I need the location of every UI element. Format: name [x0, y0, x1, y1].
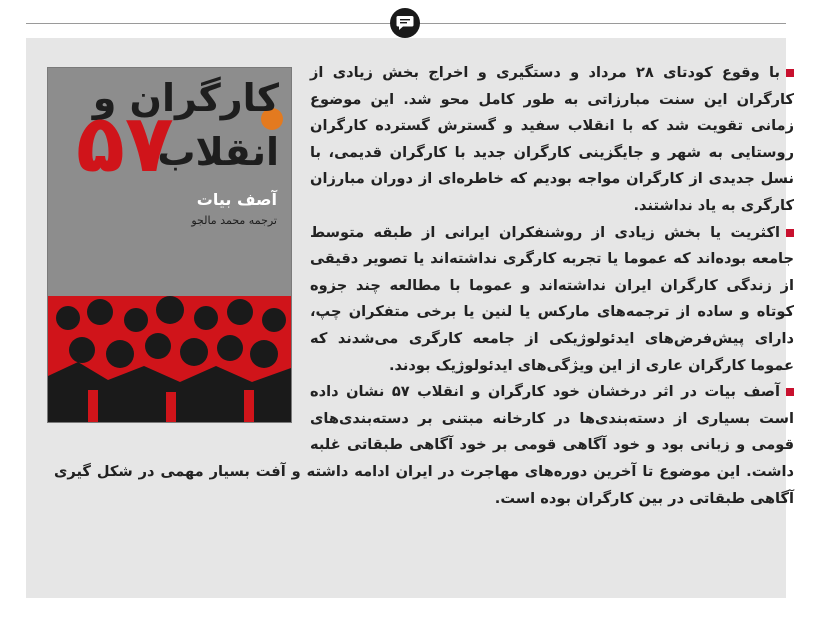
cover-title-number: ۵۷	[76, 97, 174, 190]
cover-title-line2: انقلاب	[157, 130, 279, 174]
paragraph-2: اکثریت یا بخش زیادی از روشنفکران ایرانی از طبقه متوسط جامعه بوده‌اند که عموما یا تجربه کارگری نداشته‌اند یا تصویر دقیقی از زندگی کارگران ایران نداشته‌اند و عموما با مطالعه چند جزوه کوتاه و ساده از ترجمه‌های مارکس یا لنین یا برخی متفکران چپ، دارای پیش‌فرض‌های ایدئولوژیکی از جامعه کارگری می‌شدند که عموما کارگران عاری از این ویژگی‌های ایدئولوژیک بودند.	[310, 223, 794, 374]
bullet-1	[786, 69, 794, 77]
article-body	[54, 60, 794, 512]
cover-translator: ترجمه محمد مالجو	[191, 214, 277, 227]
cover-float-space	[54, 60, 310, 456]
paragraph-1: با وقوع کودتای ۲۸ مرداد و دستگیری و اخراج بخش زیادی از کارگران این سنت مبارزاتی به طور کامل محو شد. این موضوع زمانی تقویت شد که با انقلاب سفید و گسترش گسترده کارگران روستایی به شهر و جایگزینی کارگران جدید با کارگران قدیمی، با نسل جدیدی از کارگران مواجه بودیم که خاطره‌ای از دوران مبارزان کارگری به یاد نداشتند.	[310, 64, 794, 214]
bullet-2	[786, 229, 794, 237]
paragraph-3: آصف بیات در اثر درخشان خود کارگران و انقلاب ۵۷ نشان داده است بسیاری از دسته‌بندی‌ها در کارخانه مبتنی بر دسته‌بندی‌های قومی و زبانی بود و خود آگاهی قومی بر خود آگاهی طبقاتی غلبه داشت. این موضوع تا آخرین دوره‌های مهاجرت در ایران ادامه داشته و آفت بسیار مهمی در شکل گیری آگاهی طبقاتی در بین کارگران بوده است.	[54, 383, 794, 507]
bullet-3	[786, 388, 794, 396]
cover-title-line1: کارگران و	[92, 76, 279, 120]
cover-author: آصف بیات	[196, 190, 277, 209]
comment-badge	[390, 8, 420, 38]
comment-icon	[396, 15, 414, 31]
